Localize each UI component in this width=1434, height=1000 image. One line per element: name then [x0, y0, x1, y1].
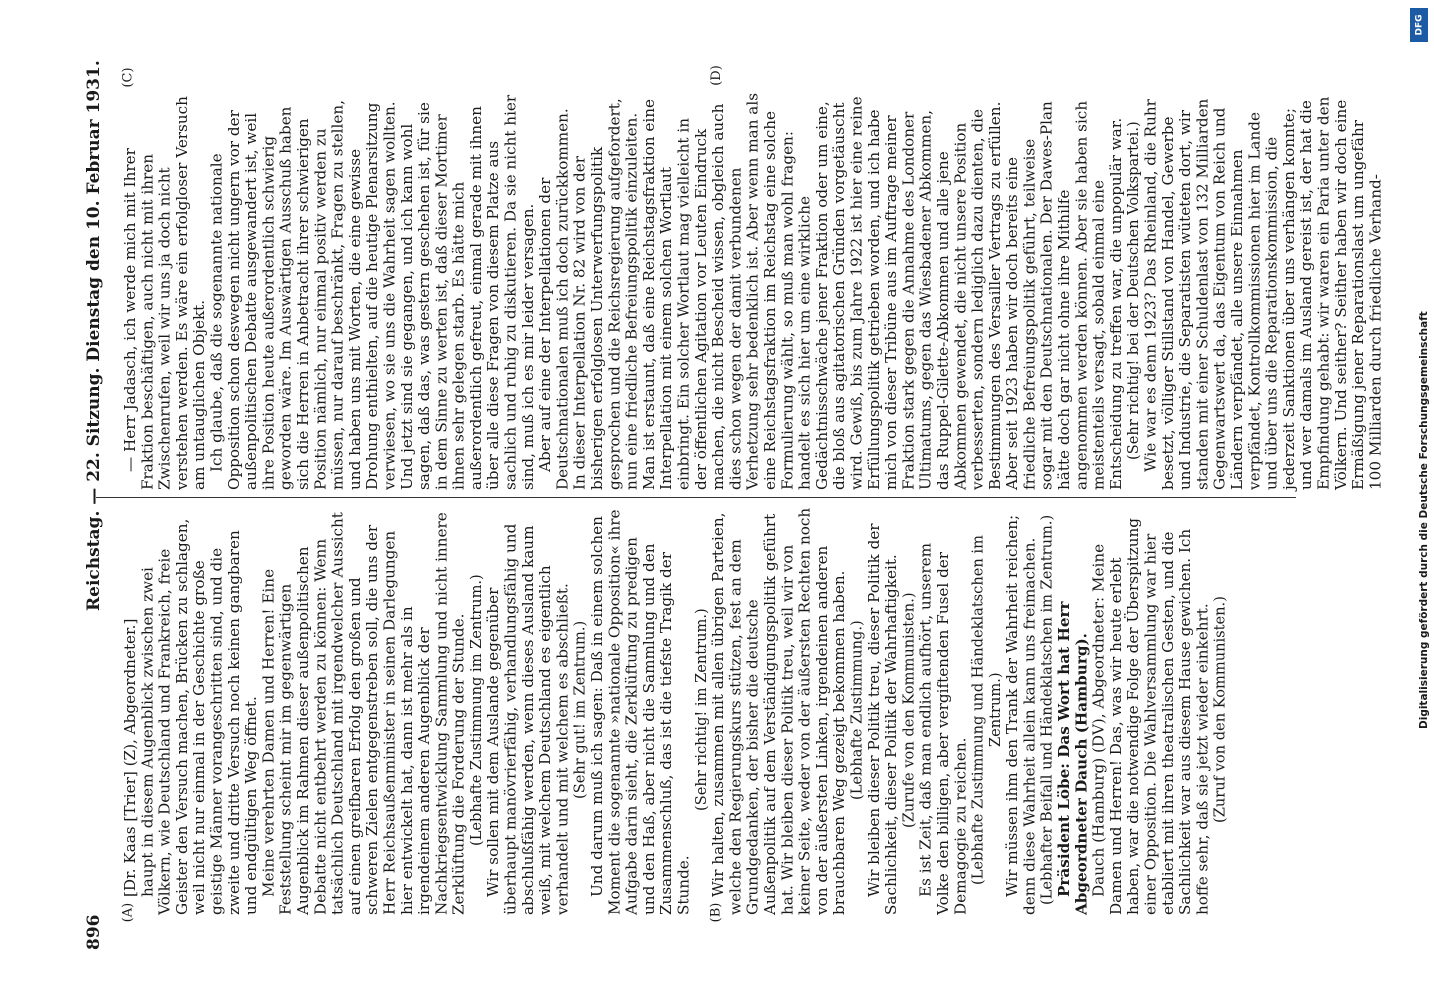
paragraph: Wir bleiben dieser Politik treu, dieser Politik der Sachlichkeit, dieser Politik der Wahrhaftigkeit.	[864, 523, 901, 915]
running-header	[84, 60, 120, 950]
interjection: (Lebhafte Zustimmung im Zentrum.)	[467, 574, 485, 846]
margin-mark-d: (D)	[708, 65, 724, 86]
interjection: (Lebhafte Zustimmung.)	[848, 620, 866, 800]
paragraph: Meine verehrten Damen und Herren! Eine Feststellung scheint mir im gegenwärtigen Augenblick im Rahmen dieser außenpolitischen Debatte nicht entbehrt werden zu können: Wenn tatsächlich Deutschland mit irgendwelcher Aussicht auf einen greifbaren Erfolg den großen und schweren Zielen entgegenstreben soll, die uns der Herr Reichsaußenminister in seinen Darlegungen hier entwickelt hat, dann ist mehr als in irgendeinem anderen Augenblick der Nachkriegsentwicklung Sammlung und nicht innere Zerklüftung die Forderung der Stunde.	[259, 512, 468, 915]
speaker-continuation: [Dr. Kaas [Trier] (Z), Abgeordneter.]	[121, 618, 139, 897]
paragraph: Aber auf eine der Interpellationen der Deutschnationalen muß ich doch zurückkommen. In dieser Interpellation Nr. 82 wird von der bisherigen erfolglosen Unterwerfungspolitik gesprochen und die Reichsregierung aufgefordert, nun eine friedliche Befreiungspolitik einzuleiten. Man ist erstaunt, daß eine Reichstagsfraktion eine Interpellation mit einem solchen Wortlaut einbringt. Ein solcher Wortlaut mag vielleicht in der öffentlichen Agitation vor Leuten Eindruck machen, die nicht Bescheid wissen, obgleich auch dies schon wegen der damit verbundenen Verhetzung sehr bedenklich ist. Aber wenn man als eine Reichstagsfraktion im Reichstag eine solche Formulierung wählt, so muß man wohl fragen: handelt es sich hier um eine wirkliche Gedächtnisschwäche jener Fraktion oder um eine, die bloß aus agitatorischen Gründen vorgetäuscht wird. Gewiß, bis zum Jahre 1922 ist hier eine reine Erfüllungspolitik getrieben worden, und ich habe mich von dieser Tribüne aus im Auftrage meiner Fraktion stark gegen die Annahme des Londoner Ultimatums, gegen das Wiesbadener Abkommen, das Ruppel-Gilette-Abkommen und alle jene Abkommen gewendet, die nicht unsere Position verbesserten, sondern lediglich dazu dienten, die Bestimmungen des Versailler Vertrags zu erfüllen. Aber seit 1923 haben wir doch bereits eine friedliche Befreiungspolitik geführt, teilweise sogar mit den Deutschnationalen. Der Dawes-Plan hätte doch gar nicht ohne ihre Mithilfe angenommen werden können. Aber sie haben sich meistenteils versagt, sobald einmal eine Entscheidung zu treffen war, die unpopulär war.	[536, 92, 1125, 490]
page-number: 896	[84, 914, 104, 950]
margin-mark-a: (A)	[120, 902, 136, 923]
margin-mark-c: (C)	[120, 67, 136, 88]
president-statement: Präsident Löbe: Das Wort hat Herr Abgeordneter Dauch (Hamburg).	[1055, 601, 1091, 915]
paragraph: Wir sollen mit dem Auslande gegenüber überhaupt manövrierfähig, verhandlungsfähig und abschlußfähig werden, wenn dieses Ausland kaum weiß, mit welchem Deutschland es eigentlich verhandelt und mit welchem es abschließt.	[484, 523, 572, 915]
funding-note: Digitalisierung gefördert durch die Deutsche Forschungsgemeinschaft	[1418, 311, 1430, 729]
interjection: (Sehr richtig! bei der Deutschen Volkspartei.)	[1125, 121, 1143, 461]
interjection: (Sehr gut! im Zentrum.)	[571, 620, 589, 800]
margin-mark-b: (B)	[708, 902, 724, 923]
paragraph: Und darum muß ich sagen: Daß in einem solchen Moment die sogenannte »nationale Opposition« ihre Aufgabe darin sieht, die Zerklüftung zu predigen und den Haß, aber nicht die Sammlung und den Zusammenschluß, das ist die tiefste Tragik der Stunde.	[588, 509, 693, 915]
interjection: (Zurufe von den Kommunisten.)	[900, 592, 918, 828]
paragraph: Wir halten, zusammen mit allen übrigen Parteien, welche den Regierungskurs stützen, fest an dem Grundgedanken, der bisher die deutsche Außenpolitik auf dem Verständigungspolitik geführt hat. Wir bleiben dieser Politik treu, weil wir von keiner Seite, weder von der äußersten Rechten noch von der äußersten Linken, irgendeinen anderen brauchbaren Weg gezeigt bekommen haben.	[709, 507, 849, 915]
column-right	[121, 92, 1385, 490]
paragraph: Ich glaube, daß die sogenannte nationale Opposition schon deswegen nicht ungern vor der außenpolitischen Debatte ausgewandert ist, weil ihre Position heute außerordentlich schwierig geworden wäre. Im Auswärtigen Ausschuß haben sich die Herren in Anbetracht ihrer schwierigen Position nämlich, nur einmal positiv werden zu müssen, nur darauf beschränkt, Fragen zu stellen, und haben uns mit Worten, die eine gewisse Drohung enthielten, auf die heutige Plenarsitzung verwiesen, wo sie uns die Wahrheit sagen wollten. Und jetzt sind sie gegangen, und ich kann wohl sagen, daß das, was gestern geschehen ist, für sie in dem Sinne zu werten ist, daß dieser Mortimer ihnen sehr gelegen starb. Es hätte mich außerordentlich gefreut, einmal gerade mit ihnen über alle diese Fragen von diesem Platze aus sachlich und ruhig zu diskutieren. Da sie nicht hier sind, muß ich es mir leider versagen.	[207, 94, 537, 490]
interjection: (Sehr richtig! im Zentrum.)	[692, 608, 710, 812]
paragraph: Dauch (Hamburg) (DV), Abgeordneter: Meine Damen und Herren! Das, was wir heute erlebt haben, war die notwendige Folge der Überspitzung einer Opposition. Die Wahlversammlung war hier etabliert mit ihren theatralischen Gesten, und die Sachlichkeit war aus diesem Hause gewichen. Ich hoffe sehr, daß sie jetzt wieder einkehrt.	[1089, 517, 1212, 915]
column-left	[121, 505, 1229, 915]
header-title: Reichstag. — 22. Sitzung. Dienstag den 10. Februar 1931.	[84, 60, 104, 611]
column-divider	[96, 497, 1296, 499]
dfg-sidebar	[1404, 0, 1434, 1000]
paragraph: haupt in diesem Augenblick zwischen zwei Völkern, wie Deutschland und Frankreich, freie Geister den Versuch machen, Brücken zu schlagen, weil nicht nur einmal in der Geschichte große geistige Männer vorangeschritten sind, und die zweite und dritte Versuch noch keinen gangbaren und endgültigen Weg öffnet.	[138, 518, 261, 915]
dfg-logo: DFG	[1410, 8, 1428, 42]
paragraph: Wie war es denn 1923? Das Rheinland, die Ruhr besetzt, völliger Stillstand von Handel, Gewerbe und Industrie, die Separatisten wüteten dort, wir standen mit einer Schuldenlast von 132 Milliarden Gegenwartswert da, das Eigentum von Reich und Ländern verpfändet, alle unsere Einnahmen verpfändet, Kontrollkommissionen hier im Lande und über uns die Reparationskommission, die jederzeit Sanktionen über uns verhängen konnte; und wer damals im Ausland gereist ist, der hat die Empfindung gehabt: wir waren ein Paria unter den Völkern. Und seither? Seither haben wir doch eine Ermäßigung jener Reparationslast um ungefähr 100 Milliarden durch friedliche Verhand-	[1141, 96, 1385, 490]
interjection: (Zuruf von den Kommunisten.)	[1211, 596, 1229, 824]
interjection: (Lebhafte Zustimmung und Händeklatschen im Zentrum.)	[969, 535, 1004, 885]
interjection: (Lebhafter Beifall und Händeklatschen im Zentrum.)	[1038, 514, 1056, 906]
paragraph: Wir müssen ihm den Trank der Wahrheit reichen; denn diese Wahrheit allein kann uns freimachen.	[1003, 514, 1039, 915]
paragraph: Es ist Zeit, daß man endlich aufhört, unserem Volke den billigen, aber vergiftenden Fusel der Demagogie zu reichen.	[916, 542, 970, 915]
paragraph: — Herr Jadasch, ich werde mich mit Ihrer Fraktion beschäftigen, auch nicht mit ihren Zwischenrufen, weil wir uns ja doch nicht verstehen werden. Es wäre ein erfolgloser Versuch am untauglichen Objekt.	[121, 96, 209, 490]
